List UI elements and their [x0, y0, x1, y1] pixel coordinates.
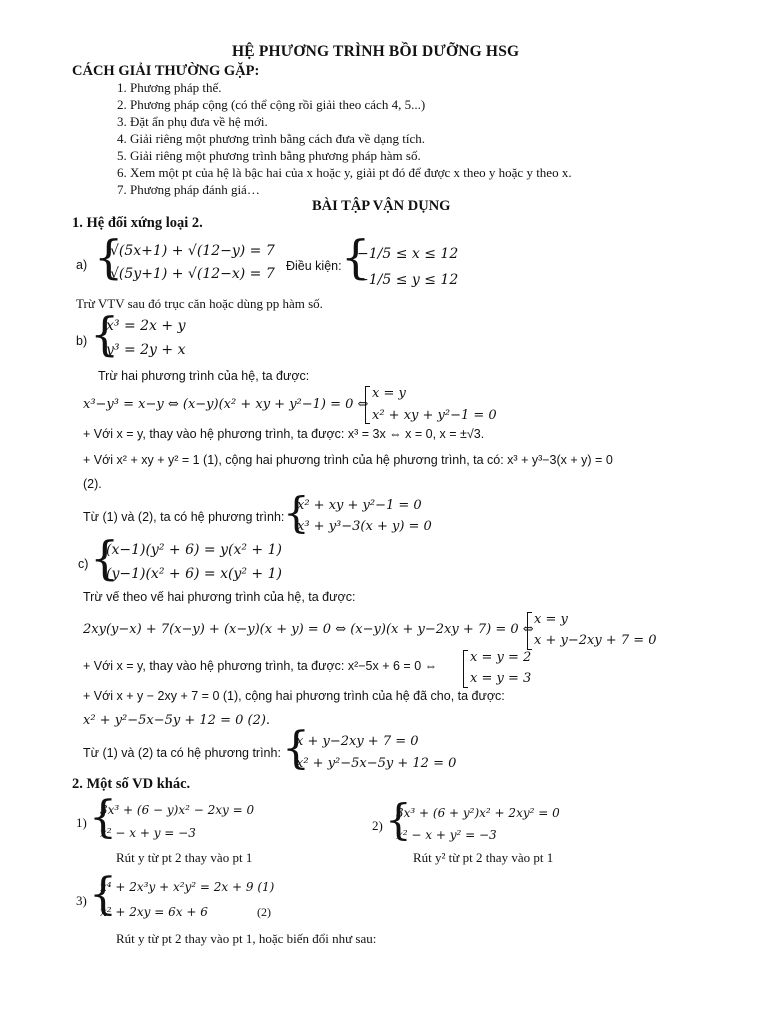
equation: x² + y²−5x−5y + 12 = 0 [296, 756, 457, 771]
equation: x³−y³ = x−y ⇔ (x−y)(x² + xy + y²−1) = 0 ⇔ [83, 397, 369, 412]
methods-heading: CÁCH GIẢI THƯỜNG GẶP: [72, 63, 260, 79]
equation: x + y−2xy + 7 = 0 [534, 633, 657, 648]
bracket-symbol [365, 386, 370, 424]
equation: 2xy(y−x) + 7(x−y) + (x−y)(x + y) = 0 ⇔ (x−y)(x + y−2xy + 7) = 0 ⇔ [83, 622, 534, 637]
bracket-symbol [463, 650, 468, 688]
problem-1-label: 1) [76, 815, 87, 830]
text-line: + Với x² + xy + y² = 1 (1), cộng hai phương trình của hệ phương trình, ta có: x³ + y³−3(x + y) = 0 [83, 453, 613, 467]
problem-2-label: 2) [372, 818, 383, 833]
problem-a-label: a) [76, 258, 88, 272]
bracket-symbol [527, 612, 532, 650]
brace-symbol: { [282, 723, 310, 774]
equation: x² + xy + y²−1 = 0 [297, 498, 422, 513]
text-line: + Với x + y − 2xy + 7 = 0 (1), cộng hai phương trình của hệ đã cho, ta được: [83, 689, 505, 703]
methods-item: 3. Đặt ẩn phụ đưa về hệ mới. [117, 114, 268, 129]
text-line: Trừ vế theo vế hai phương trình của hệ, ta được: [83, 590, 356, 604]
brace-symbol: { [283, 488, 310, 537]
equation: (y−1)(x² + 6) = x(y² + 1) [106, 566, 282, 582]
equation: x + y−2xy + 7 = 0 [296, 734, 419, 749]
brace-symbol: { [94, 230, 124, 284]
methods-item: 2. Phương pháp cộng (có thể cộng rồi giải theo cách 4, 5...) [117, 97, 426, 112]
equation: x³ = 2x + y [106, 318, 186, 334]
section2-heading: 2. Một số VD khác. [72, 776, 191, 792]
equation: x² + xy + y²−1 = 0 [372, 408, 497, 423]
text-line: + Với x = y, thay vào hệ phương trình, ta được: x³ = 3x ⇔ x = 0, x = ±√3. [83, 427, 485, 441]
hint-text: Rút y từ pt 2 thay vào pt 1 [116, 850, 253, 865]
methods-item: 6. Xem một pt của hệ là bậc hai của x hoặc y, giải pt đó để được x theo y hoặc y theo x. [117, 165, 572, 180]
brace-symbol: { [89, 869, 117, 920]
note-text: Trừ VTV sau đó trục căn hoặc dùng pp hàm số. [76, 296, 323, 311]
text-line: Từ (1) và (2) ta có hệ phương trình: [83, 746, 281, 760]
problem-3-label: 3) [76, 893, 87, 908]
equation: 3x³ + (6 − y)x² − 2xy = 0 [100, 803, 255, 817]
equation: x = y [534, 612, 568, 627]
equation: x = y = 3 [470, 671, 532, 686]
methods-item: 7. Phương pháp đánh giá… [117, 182, 260, 197]
brace-symbol: { [89, 792, 117, 843]
exercises-heading: BÀI TẬP VẬN DỤNG [312, 198, 451, 214]
problem-c-label: c) [78, 557, 89, 571]
equation: x⁴ + 2x³y + x²y² = 2x + 9 (1) [100, 880, 275, 894]
brace-symbol: { [90, 531, 120, 585]
problem-b-label: b) [76, 334, 88, 348]
page-title: HỆ PHƯƠNG TRÌNH BỒI DƯỠNG HSG [232, 43, 520, 60]
text-line: Trừ hai phương trình của hệ, ta được: [98, 369, 310, 383]
equation: √(5y+1) + √(12−x) = 7 [110, 266, 275, 282]
section1-heading: 1. Hệ đối xứng loại 2. [72, 215, 203, 231]
equation: x = y [372, 386, 406, 401]
equation: x² − x + y² = −3 [396, 828, 497, 842]
equation: √(5x+1) + √(12−y) = 7 [110, 243, 275, 259]
equation: x² − x + y = −3 [100, 826, 196, 840]
condition: −1/5 ≤ x ≤ 12 [357, 246, 459, 262]
brace-symbol: { [341, 230, 371, 284]
equation: x = y = 2 [470, 650, 532, 665]
equation: x² + 2xy = 6x + 6 [100, 905, 208, 919]
methods-item: 1. Phương pháp thế. [117, 80, 222, 95]
brace-symbol: { [90, 307, 120, 361]
methods-item: 4. Giải riêng một phương trình bằng cách đưa về dạng tích. [117, 131, 425, 146]
methods-item: 5. Giải riêng một phương trình bằng phương pháp hàm số. [117, 148, 421, 163]
equation: (x−1)(y² + 6) = y(x² + 1) [106, 542, 282, 558]
condition: −1/5 ≤ y ≤ 12 [357, 272, 459, 288]
hint-text: Rút y từ pt 2 thay vào pt 1, hoặc biến đổi như sau: [116, 931, 377, 946]
brace-symbol: { [385, 795, 412, 844]
equation: x² + y²−5x−5y + 12 = 0 (2). [83, 713, 271, 728]
equation: 3x³ + (6 + y²)x² + 2xy² = 0 [396, 806, 560, 820]
text-line: (2). [83, 477, 102, 491]
text-line: + Với x = y, thay vào hệ phương trình, ta được: x²−5x + 6 = 0 ⇔ [83, 659, 438, 673]
equation-tag: (2) [257, 905, 271, 919]
equation: x³ + y³−3(x + y) = 0 [297, 519, 432, 534]
hint-text: Rút y² từ pt 2 thay vào pt 1 [413, 850, 554, 865]
text-line: Từ (1) và (2), ta có hệ phương trình: [83, 510, 285, 524]
equation: y³ = 2y + x [106, 342, 186, 358]
condition-label: Điều kiện: [286, 259, 342, 273]
